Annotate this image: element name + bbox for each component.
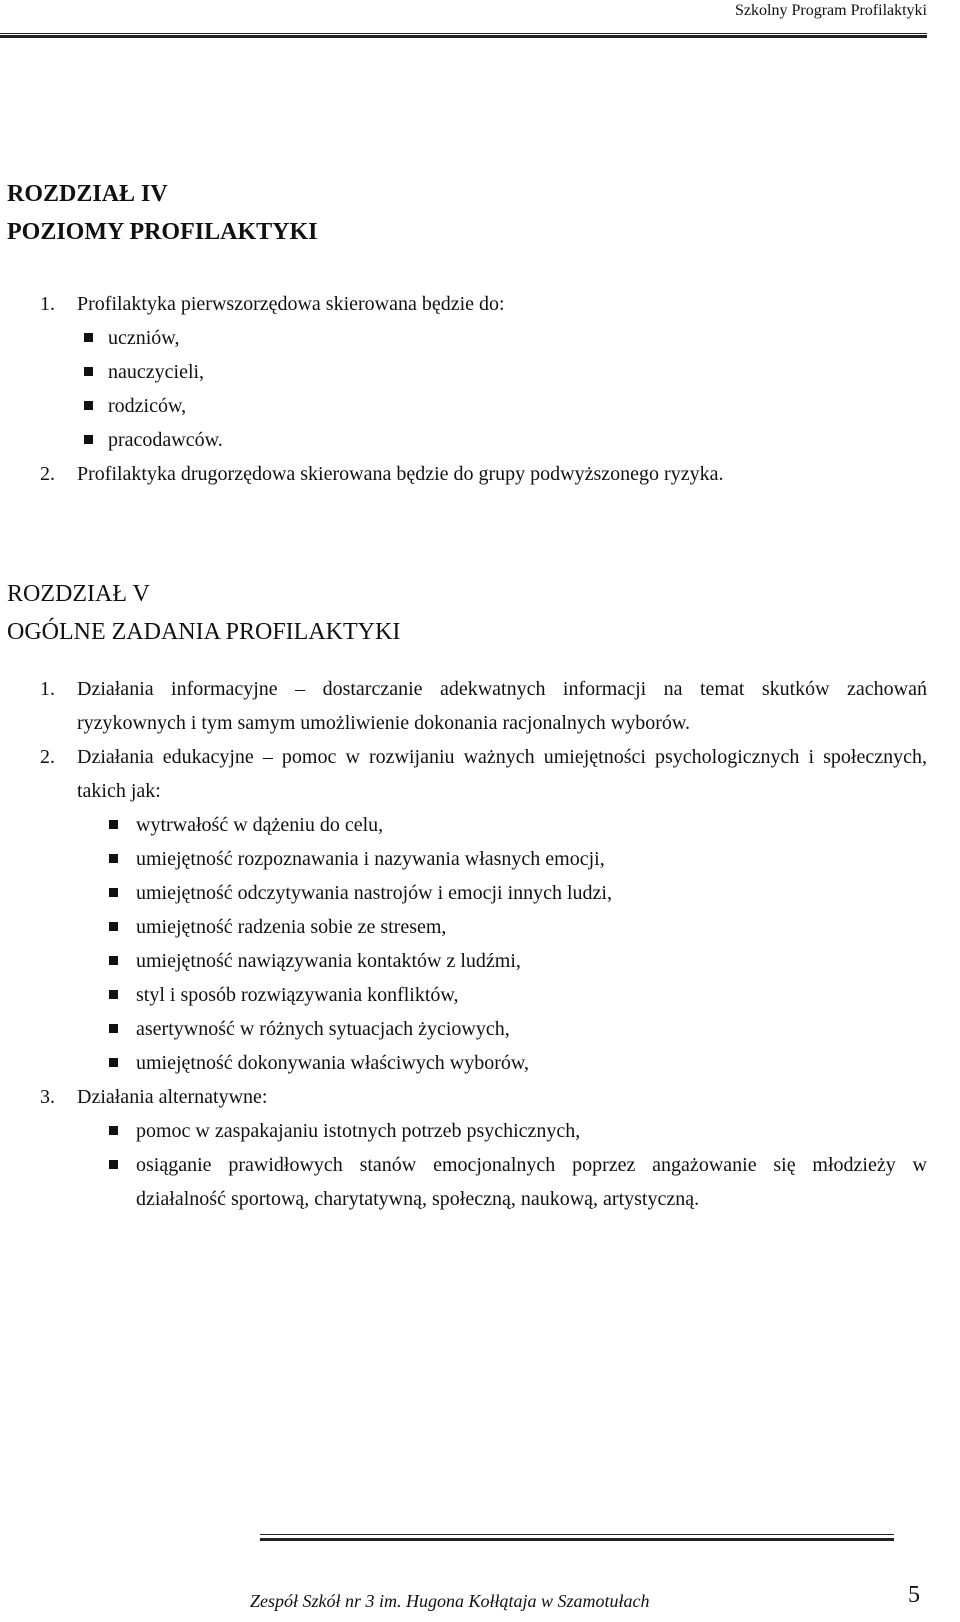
running-title: Szkolny Program Profilaktyki [735,2,927,19]
bullet-item: asertywność w różnych sytuacjach życiowych, [107,1012,927,1046]
bullet-item: osiąganie prawidłowych stanów emocjonalnych poprzez angażowanie się młodzieży w działalność sportową, charytatywną, społeczną, naukową, artystyczną. [107,1148,927,1216]
bullet-item: pomoc w zaspakajaniu istotnych potrzeb psychicznych, [107,1114,927,1148]
chapter-4-number: ROZDZIAŁ IV [7,181,168,207]
footer-school-name: Zespół Szkół nr 3 im. Hugona Kołłątaja w Szamotułach [250,1591,650,1611]
list-item [7,287,927,321]
bullet-item: umiejętność rozpoznawania i nazywania własnych emocji, [107,842,927,876]
chapter-5-title: OGÓLNE ZADANIA PROFILAKTYKI [7,619,401,645]
bullet-item: pracodawców. [82,423,927,457]
item-text: Profilaktyka pierwszorzędowa skierowana będzie do: [77,293,505,315]
item-number: 2. [40,746,55,768]
footer-rule-thick [260,1538,894,1541]
bullet-item: umiejętność radzenia sobie ze stresem, [107,910,927,944]
header-rule [0,35,927,38]
list-item [7,1080,927,1114]
item-number: 3. [40,1086,55,1108]
item-number: 1. [40,678,55,700]
bullet-item: umiejętność dokonywania właściwych wyborów, [107,1046,927,1080]
item-number: 1. [40,293,55,315]
list-item [7,740,927,808]
bullet-list [107,808,927,1080]
bullet-item: styl i sposób rozwiązywania konfliktów, [107,978,927,1012]
item-text: Działania informacyjne – dostarczanie adekwatnych informacji na temat skutków zachowań ryzykownych i tym samym umożliwienie dokonania racjonalnych wyborów. [77,678,927,734]
chapter-4-heading [7,175,317,251]
page-number: 5 [908,1582,920,1608]
item-text: Działania edukacyjne – pomoc w rozwijaniu ważnych umiejętności psychologicznych i społecznych, takich jak: [77,746,927,802]
bullet-item: uczniów, [82,321,927,355]
chapter-5-list [7,672,927,1216]
running-header [0,0,927,34]
bullet-item: rodziców, [82,389,927,423]
chapter-4-list [7,287,927,491]
item-text: Działania alternatywne: [77,1086,268,1108]
bullet-list [82,321,927,457]
list-item [7,672,927,740]
footer-rule [260,1534,894,1535]
bullet-item: nauczycieli, [82,355,927,389]
bullet-list [107,1114,927,1216]
chapter-5-number: ROZDZIAŁ V [7,581,150,607]
bullet-item: umiejętność odczytywania nastrojów i emocji innych ludzi, [107,876,927,910]
list-item [7,457,927,491]
bullet-item: wytrwałość w dążeniu do celu, [107,808,927,842]
item-text: Profilaktyka drugorzędowa skierowana będzie do grupy podwyższonego ryzyka. [77,463,724,485]
chapter-4-title: POZIOMY PROFILAKTYKI [7,219,318,245]
chapter-5-heading [7,575,400,651]
item-number: 2. [40,463,55,485]
bullet-item: umiejętność nawiązywania kontaktów z ludźmi, [107,944,927,978]
